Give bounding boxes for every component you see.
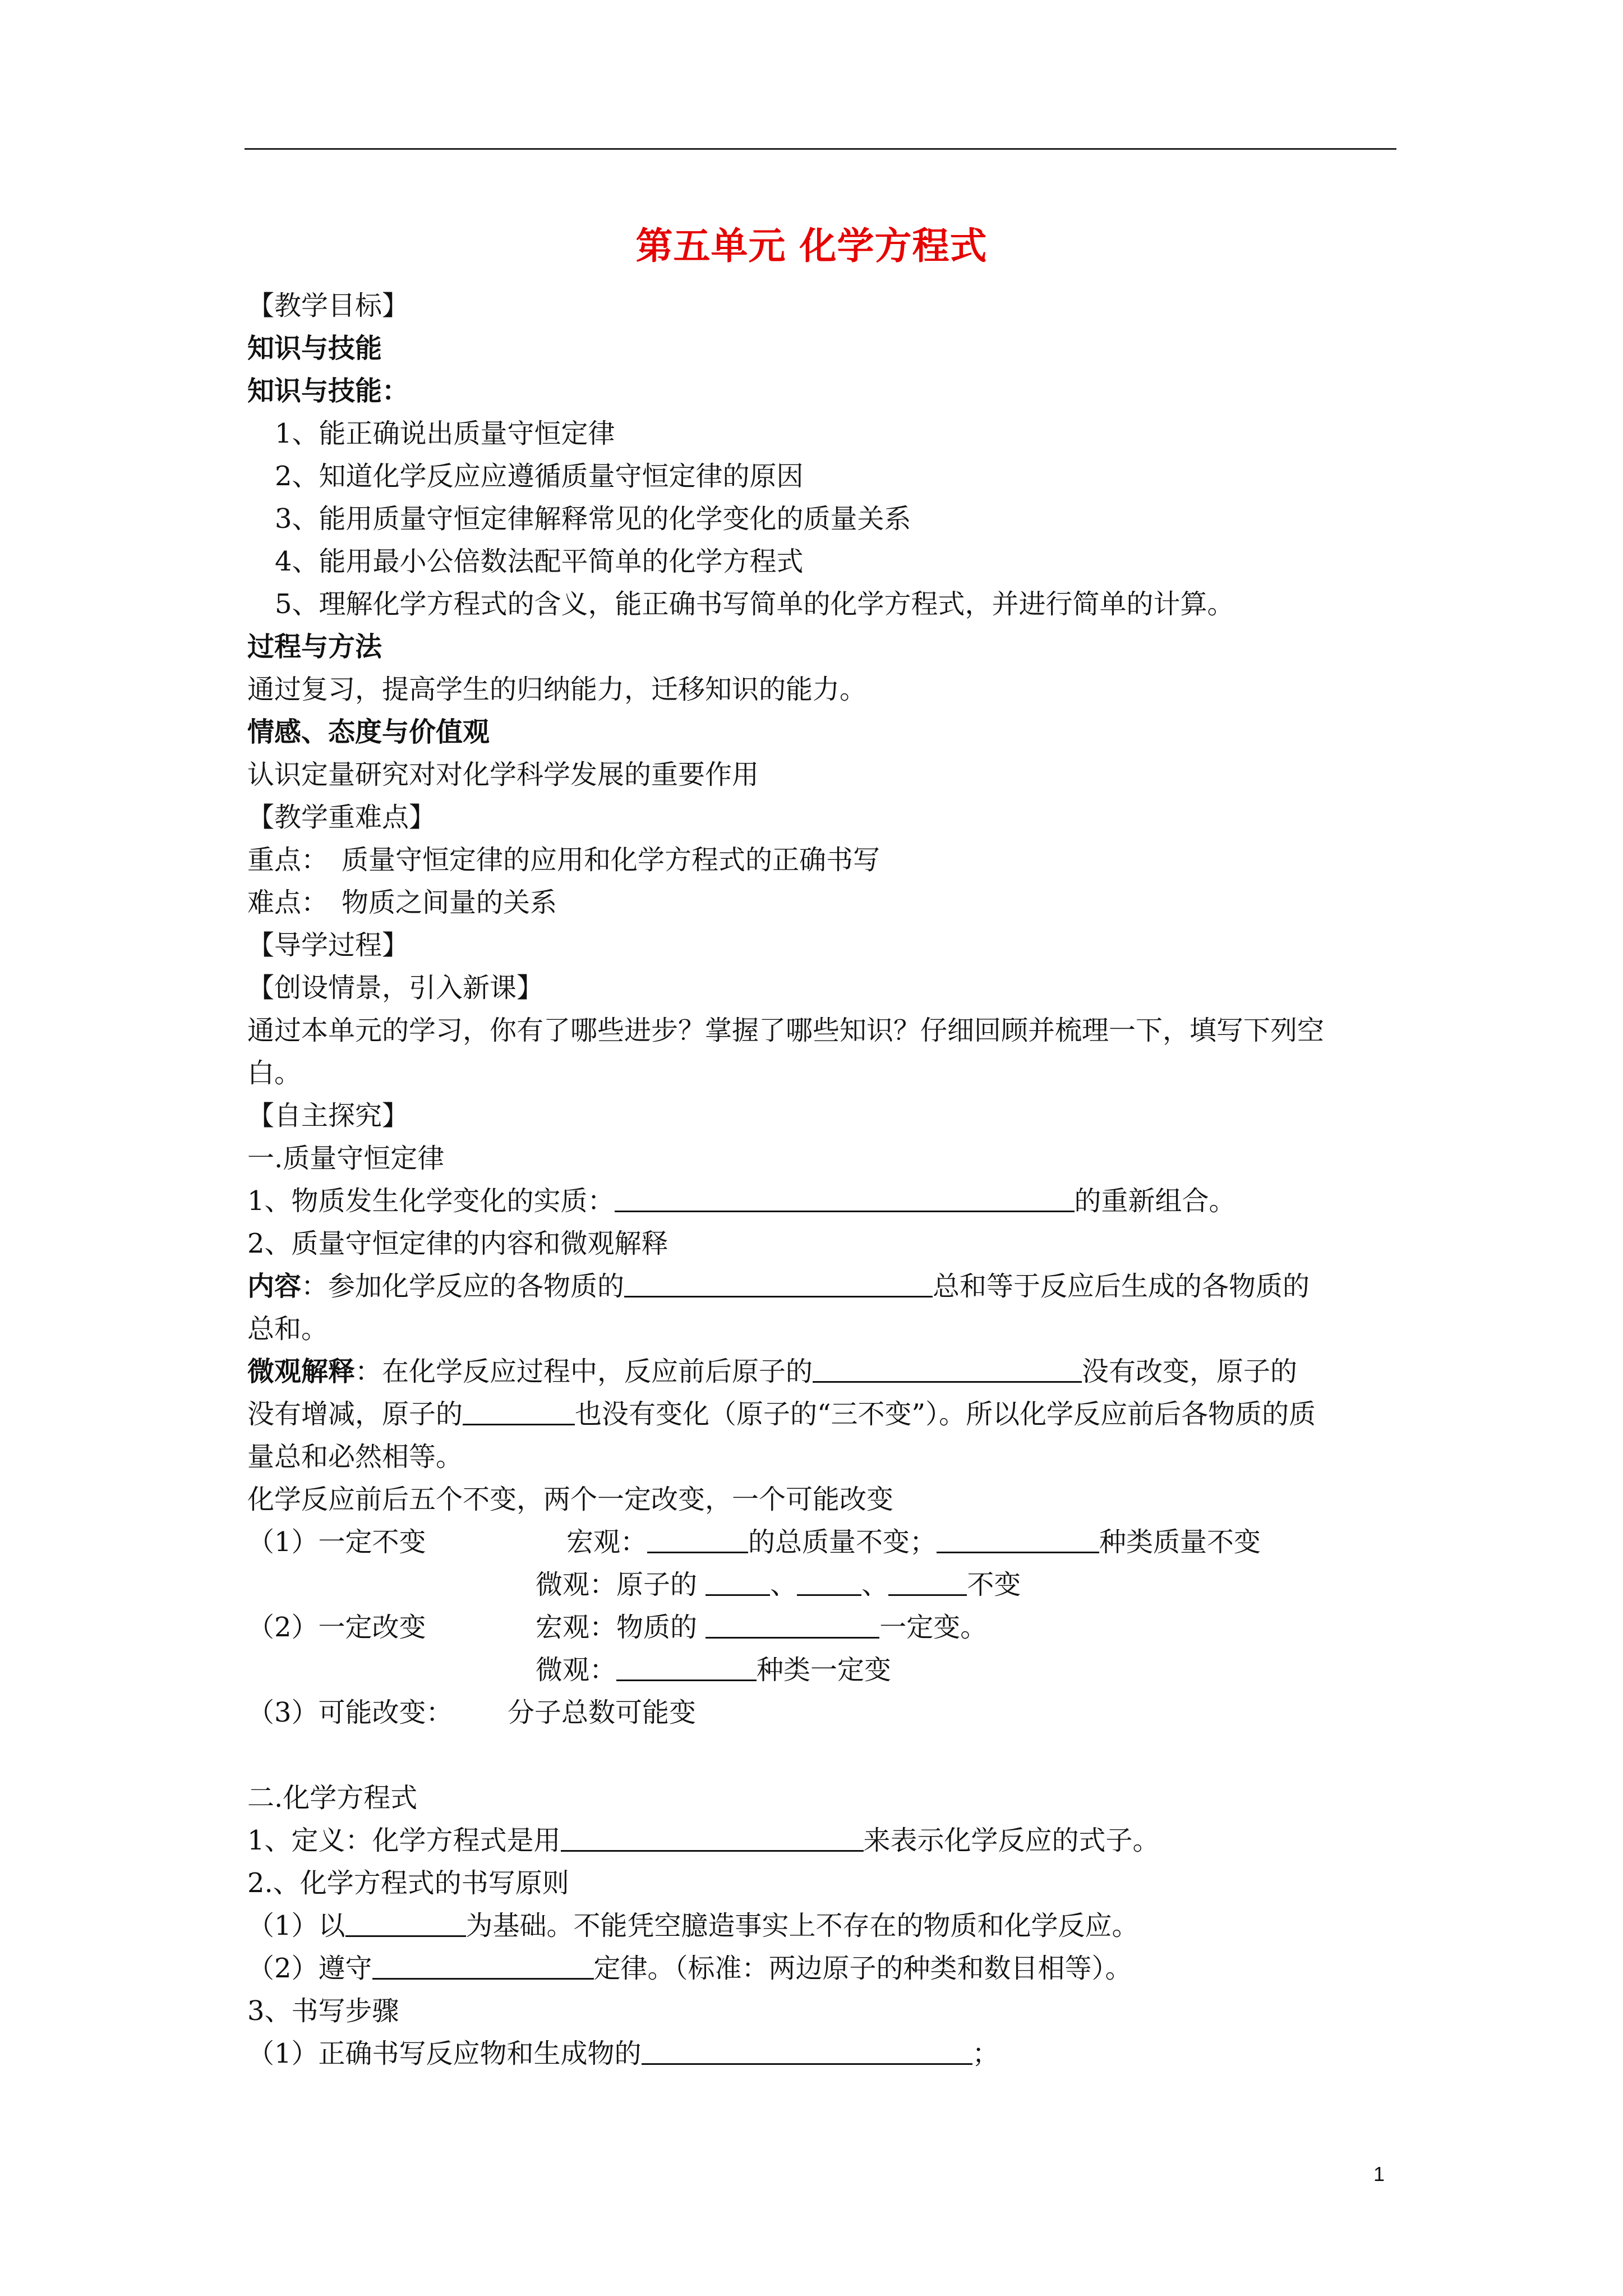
page-title: 第五单元 化学方程式 bbox=[635, 224, 988, 268]
keypoints-heading: 【教学重难点】 bbox=[247, 802, 436, 833]
emotion-heading: 情感、态度与价值观 bbox=[247, 716, 490, 748]
fill-blank[interactable] bbox=[706, 1568, 770, 1596]
s2-step1 bbox=[247, 2037, 999, 2070]
content-label: 内容 bbox=[247, 1271, 302, 1302]
objectives-heading: 【教学目标】 bbox=[247, 290, 409, 321]
s2-rule2-prefix: （2）遵守 bbox=[247, 1953, 372, 1984]
key-point: 重点： 质量守恒定律的应用和化学方程式的正确书写 bbox=[247, 844, 880, 876]
section1-heading: 一.质量守恒定律 bbox=[247, 1143, 445, 1174]
fill-blank[interactable] bbox=[642, 2037, 972, 2065]
emotion-text: 认识定量研究对对化学科学发展的重要作用 bbox=[247, 759, 759, 790]
content-line-cont: 总和。 bbox=[247, 1313, 329, 1345]
changed-macro-a: 宏观：物质的 bbox=[536, 1612, 698, 1643]
fill-blank[interactable] bbox=[706, 1611, 879, 1639]
micro-line-3: 量总和必然相等。 bbox=[247, 1441, 463, 1473]
s1-item2: 2、质量守恒定律的内容和微观解释 bbox=[247, 1228, 668, 1259]
difficult-point: 难点： 物质之间量的关系 bbox=[247, 887, 557, 918]
explore-heading: 【自主探究】 bbox=[247, 1100, 409, 1131]
s2-item1-prefix: 1、定义：化学方程式是用 bbox=[247, 1825, 561, 1856]
fill-blank[interactable] bbox=[937, 1526, 1099, 1553]
five-two-one: 化学反应前后五个不变，两个一定改变，一个可能改变 bbox=[247, 1484, 894, 1515]
fill-blank[interactable] bbox=[624, 1270, 933, 1297]
page-number: 1 bbox=[1373, 2162, 1385, 2185]
changed-micro-a: 微观： bbox=[536, 1654, 617, 1686]
unchanged-micro-a: 微观：原子的 bbox=[536, 1569, 698, 1600]
fill-blank[interactable] bbox=[345, 1910, 466, 1937]
changed-micro bbox=[536, 1653, 891, 1687]
s2-item3: 3、书写步骤 bbox=[247, 1995, 399, 2027]
micro-text-d: 也没有变化（原子的“三不变”）。所以化学反应前后各物质的质 bbox=[575, 1398, 1316, 1430]
content-text-b: 总和等于反应后生成的各物质的 bbox=[933, 1271, 1310, 1302]
objective-item: 5、理解化学方程式的含义，能正确书写简单的化学方程式，并进行简单的计算。 bbox=[275, 588, 1234, 620]
s2-rule1-suffix: 为基础。不能凭空臆造事实上不存在的物质和化学反应。 bbox=[465, 1910, 1139, 1941]
fill-blank[interactable] bbox=[615, 1185, 1075, 1212]
s2-rule1-prefix: （1）以 bbox=[247, 1910, 345, 1941]
knowledge-heading: 知识与技能 bbox=[247, 333, 382, 364]
intro-text-cont: 白。 bbox=[247, 1057, 302, 1089]
changed-micro-b: 种类一定变 bbox=[757, 1654, 892, 1686]
header-rule bbox=[245, 148, 1396, 150]
process-text: 通过复习，提高学生的归纳能力，迁移知识的能力。 bbox=[247, 674, 867, 705]
s1-item1-prefix: 1、物质发生化学变化的实质： bbox=[247, 1185, 615, 1217]
fill-blank[interactable] bbox=[463, 1398, 575, 1425]
fill-blank[interactable] bbox=[647, 1526, 748, 1553]
changed-macro-b: 一定变。 bbox=[879, 1612, 988, 1643]
micro-label: 微观解释 bbox=[247, 1356, 356, 1387]
unchanged-micro: 微观：原子的 、 、 不变 bbox=[536, 1569, 1021, 1600]
section2-heading: 二.化学方程式 bbox=[247, 1782, 418, 1814]
intro-text: 通过本单元的学习，你有了哪些进步？掌握了哪些知识？仔细回顾并梳理一下，填写下列空 bbox=[247, 1015, 1325, 1046]
fill-blank[interactable] bbox=[797, 1568, 861, 1596]
s2-item2: 2.、化学方程式的书写原则 bbox=[247, 1867, 569, 1899]
s2-rule1 bbox=[247, 1909, 1139, 1943]
objective-item: 3、能用质量守恒定律解释常见的化学变化的质量关系 bbox=[275, 503, 911, 535]
fill-blank[interactable] bbox=[813, 1355, 1082, 1383]
fill-blank[interactable] bbox=[888, 1568, 967, 1596]
changed-macro bbox=[536, 1611, 987, 1644]
s2-item1-suffix: 来表示化学反应的式子。 bbox=[863, 1825, 1160, 1856]
unchanged-micro-b: 不变 bbox=[967, 1569, 1021, 1600]
knowledge-heading-2: 知识与技能： bbox=[247, 375, 409, 407]
unchanged-macro-a: 宏观： bbox=[566, 1526, 648, 1558]
objective-item: 4、能用最小公倍数法配平简单的化学方程式 bbox=[275, 546, 804, 577]
s2-step1-prefix: （1）正确书写反应物和生成物的 bbox=[247, 2038, 642, 2069]
fill-blank[interactable] bbox=[561, 1824, 864, 1852]
s2-rule2-suffix: 定律。（标准：两边原子的种类和数目相等）。 bbox=[593, 1953, 1132, 1984]
content-line bbox=[247, 1269, 1310, 1303]
s2-rule2 bbox=[247, 1952, 1132, 1985]
maybe-label: （3）可能改变： bbox=[247, 1697, 453, 1728]
micro-text-c: 没有增减，原子的 bbox=[247, 1398, 463, 1430]
unchanged-macro bbox=[566, 1525, 1261, 1559]
unchanged-macro-c: 种类质量不变 bbox=[1099, 1526, 1261, 1558]
micro-text-a: ：在化学反应过程中，反应前后原子的 bbox=[355, 1356, 813, 1387]
changed-label: （2）一定改变 bbox=[247, 1612, 426, 1643]
guide-heading: 【导学过程】 bbox=[247, 930, 409, 961]
fill-blank[interactable] bbox=[616, 1654, 757, 1681]
content-text-a: ：参加化学反应的各物质的 bbox=[301, 1271, 625, 1302]
fill-blank[interactable] bbox=[372, 1952, 594, 1980]
intro-heading: 【创设情景，引入新课】 bbox=[247, 972, 544, 1004]
s2-step1-suffix: ； bbox=[972, 2038, 999, 2069]
objective-item: 1、能正确说出质量守恒定律 bbox=[275, 418, 615, 449]
s1-item1-suffix: 的重新组合。 bbox=[1074, 1185, 1236, 1217]
micro-line-2 bbox=[247, 1397, 1316, 1431]
objective-item: 2、知道化学反应应遵循质量守恒定律的原因 bbox=[275, 461, 804, 492]
s2-item1 bbox=[247, 1824, 1160, 1857]
unchanged-macro-b: 的总质量不变； bbox=[748, 1526, 937, 1558]
process-heading: 过程与方法 bbox=[247, 631, 382, 662]
s1-item1 bbox=[247, 1184, 1236, 1218]
maybe-text: 分子总数可能变 bbox=[508, 1697, 697, 1728]
unchanged-label: （1）一定不变 bbox=[247, 1526, 426, 1558]
micro-line bbox=[247, 1355, 1297, 1388]
micro-text-b: 没有改变，原子的 bbox=[1082, 1356, 1298, 1387]
